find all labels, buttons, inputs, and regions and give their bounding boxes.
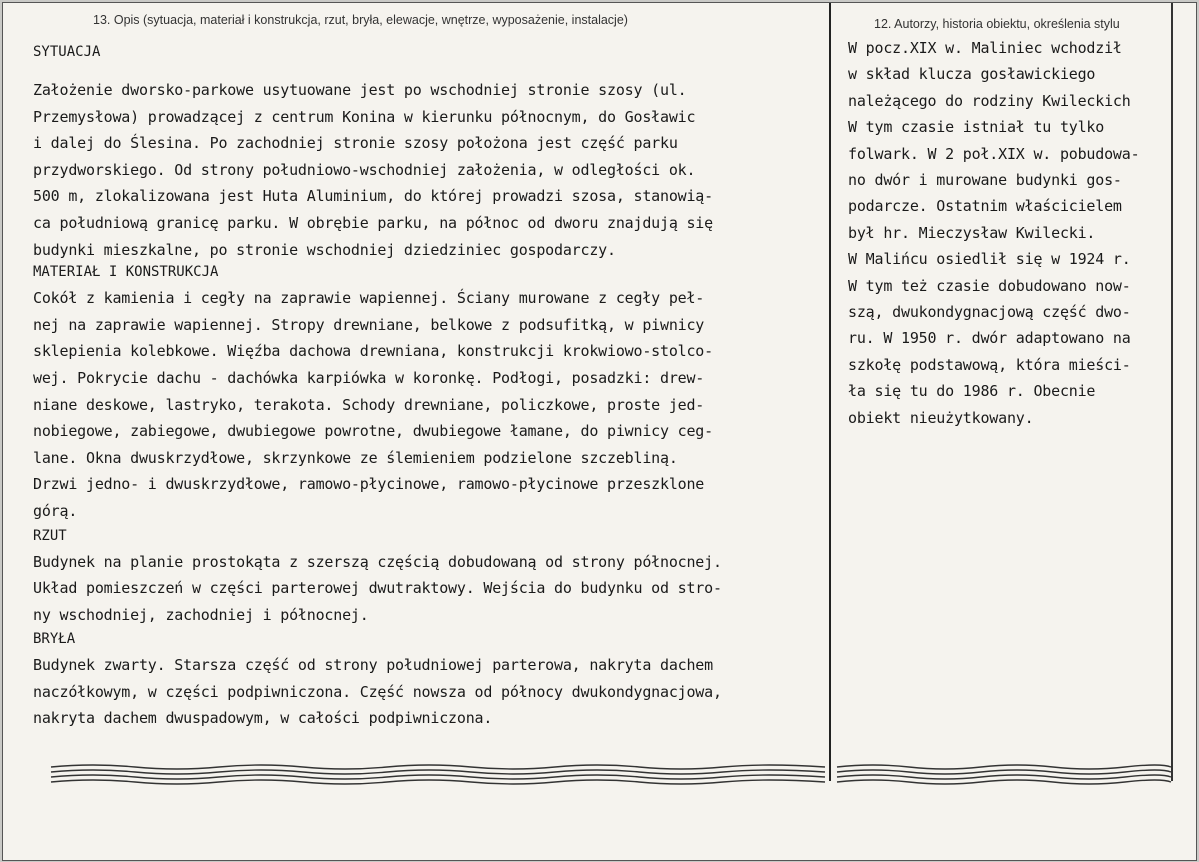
history-column [848, 17, 1173, 431]
column-divider [829, 3, 831, 781]
section-title-bryla: BRYŁA [33, 631, 76, 648]
section-title-rzut: RZUT [33, 527, 67, 544]
description-header: 13. Opis (sytuacja, materiał i konstrukcja, rzut, bryła, elewacje, wnętrze, wyposażenie, instalacje) [93, 13, 628, 27]
section-text-material: Cokół z kamienia i cegły na zaprawie wapiennej. Ściany murowane z cegły peł- nej na zaprawie wapiennej. Stropy drewniane, belkowe z podsufitką, w piwnicy sklepienia kolebkowe. Więźba dachowa drewniana, konstrukcji krokwiowo-stolco- wej. Pokrycie dachu - dachówka karpiówka w koronkę. Podłogi, posadzki: drew- niane deskowe, lastryko, terakota. Schody drewniane, policzkowe, proste jed- nobiegowe, zabiegowe, dwubiegowe powrotne, dwubiegowe łamane, do piwnicy ceg- lane. Okna dwuskrzydłowe, skrzynkowe ze ślemieniem podzielone szczebliną. Drzwi jedno- i dwuskrzydłowe, ramowo-płycinowe, ramowo-płycinowe przeszklone górą. [33, 289, 713, 520]
section-text-sytuacja: Założenie dworsko-parkowe usytuowane jest po wschodniej stronie szosy (ul. Przemysłowa) prowadzącej z centrum Konina w kierunku północnym, do Gosławic i dalej do Ślesina. Po zachodniej stronie szosy położona jest część parku przydworskiego. Od strony południowo-wschodniej założenia, w odległości ok. 500 m, zlokalizowana jest Huta Aluminium, do której prowadzi szosa, stanowią- ca południową granicę parku. W obrębie parku, na północ od dworu znajdują się budynki mieszkalne, po stronie wschodniej dziedziniec gospodarczy. [33, 81, 713, 259]
description-column [33, 13, 823, 732]
history-text: W pocz.XIX w. Maliniec wchodził w skład klucza gosławickiego należącego do rodziny Kwileckich W tym czasie istniał tu tylko folwark. W 2 poł.XIX w. pobudowa- no dwór i murowane budynki gos- podarcze. Ostatnim właścicielem był hr. Mieczysław Kwilecki. W Malińcu osiedlił się w 1924 r. W tym też czasie dobudowano now- szą, dwukondygnacjową część dwo- ru. W 1950 r. dwór adaptowano na szkołę podstawową, która mieści- ła się tu do 1986 r. Obecnie obiekt nieużytkowany. [848, 39, 1140, 427]
section-text-bryla: Budynek zwarty. Starsza część od strony południowej parterowa, nakryta dachem naczółkowym, w części podpiwniczona. Część nowsza od północy dwukondygnacjowa, nakryta dachem dwuspadowym, w całości podpiwniczona. [33, 656, 722, 728]
section-title-sytuacja: SYTUACJA [33, 44, 101, 60]
wavy-border [3, 763, 1196, 787]
section-text-rzut: Budynek na planie prostokąta z szerszą częścią dobudowaną od strony północnej. Układ pomieszczeń w części parterowej dwutraktowy. Wejścia do budynku od stro- ny wschodniej, zachodniej i północnej. [33, 552, 722, 624]
history-header: 12. Autorzy, historia obiektu, określenia stylu [874, 17, 1120, 31]
document-sheet [2, 2, 1197, 861]
section-title-material: MATERIAŁ I KONSTRUKCJA [33, 264, 219, 281]
